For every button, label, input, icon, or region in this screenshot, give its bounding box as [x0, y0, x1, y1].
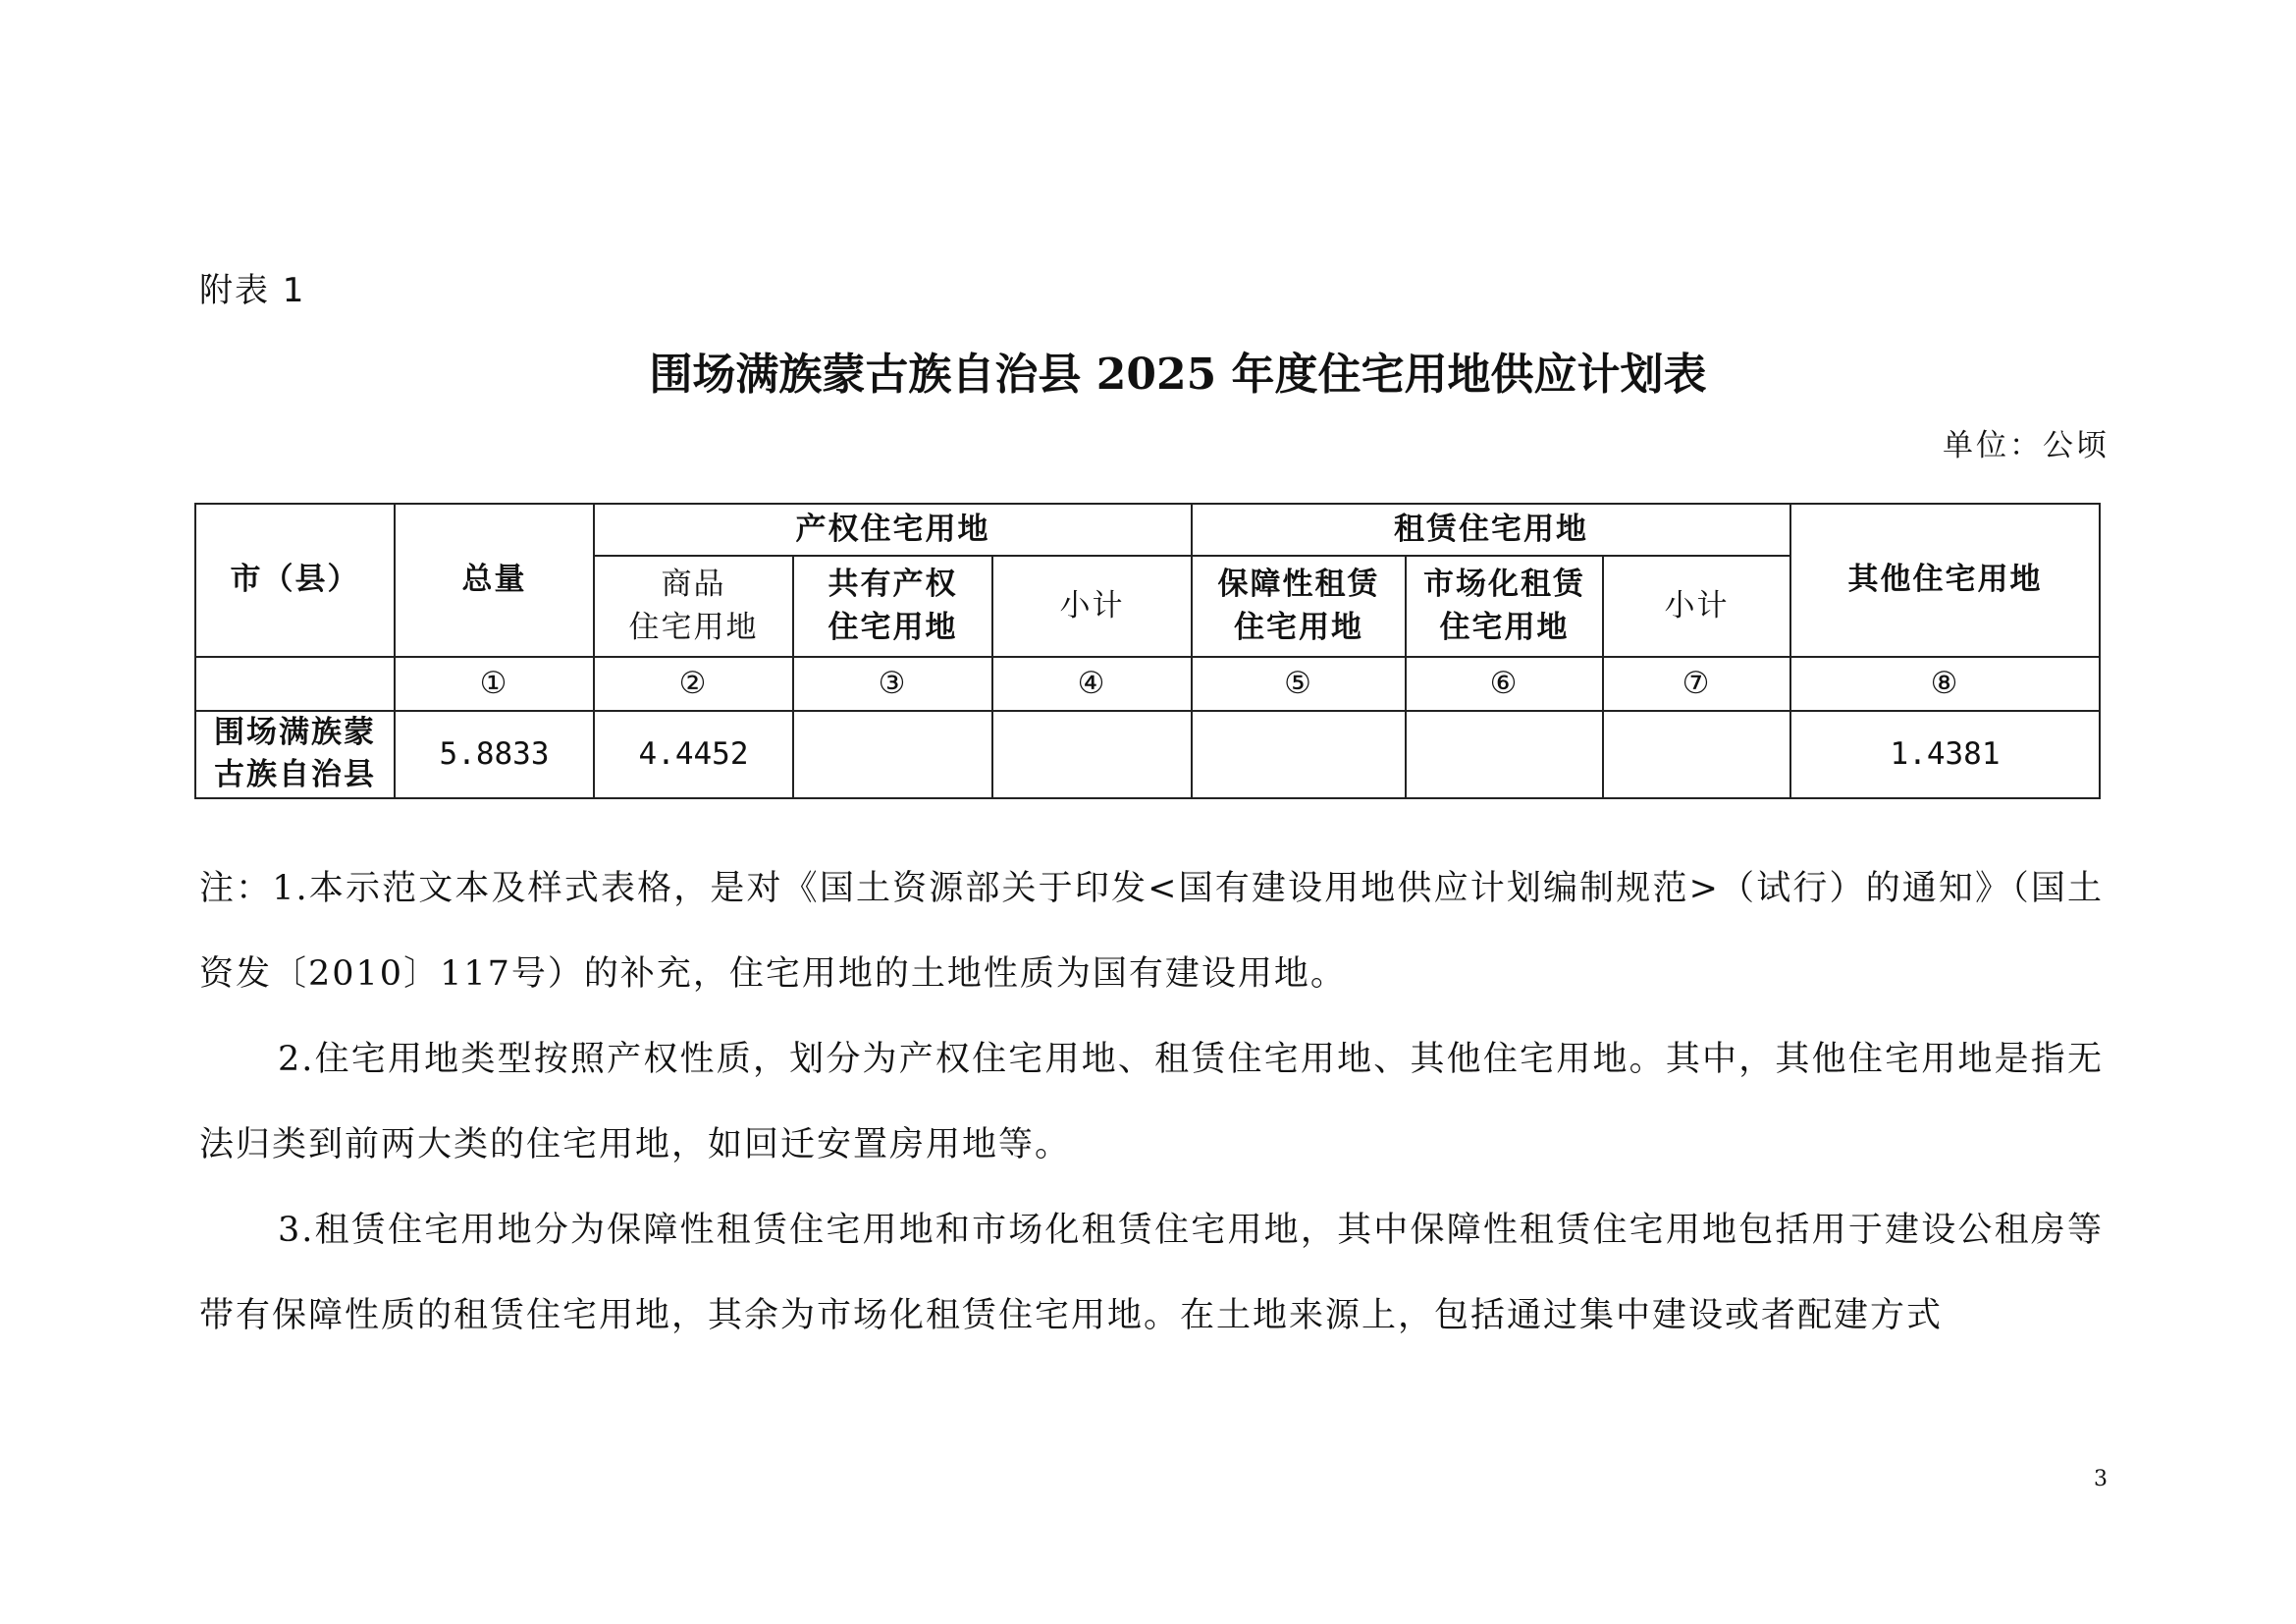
header-line: 市场化租赁: [1423, 567, 1585, 603]
header-line: 商品: [661, 567, 726, 603]
index-cell: ④: [992, 657, 1192, 711]
index-cell: ②: [594, 657, 793, 711]
supply-plan-table: [194, 503, 2101, 799]
index-cell: ⑦: [1603, 657, 1790, 711]
index-cell: ③: [793, 657, 992, 711]
header-property-group: 产权住宅用地: [594, 504, 1192, 556]
index-cell: ①: [395, 657, 594, 711]
cell-rental-guaranteed: [1192, 711, 1406, 798]
county-name-line: 古族自治县: [214, 757, 376, 793]
cell-property-subtotal: [992, 711, 1192, 798]
header-line: 住宅用地: [1234, 609, 1363, 645]
note-paragraph: 注：1.本示范文本及样式表格，是对《国土资源部关于印发<国有建设用地供应计划编制规范>（试行）的通知》（国土资发〔2010〕117号）的补充，住宅用地的土地性质为国有建设用地。: [199, 869, 2104, 994]
unit-label: 单位：公顷: [1943, 428, 2109, 463]
note-paragraph: 2.住宅用地类型按照产权性质，划分为产权住宅用地、租赁住宅用地、其他住宅用地。其中，其他住宅用地是指无法归类到前两大类的住宅用地，如回迁安置房用地等。: [199, 1040, 2104, 1164]
row-county-name: [195, 711, 395, 798]
header-rental-subtotal: 小计: [1603, 556, 1790, 657]
index-cell: ⑤: [1192, 657, 1406, 711]
header-row-1: [195, 504, 2100, 556]
header-rental-guaranteed: [1192, 556, 1406, 657]
index-row: [195, 657, 2100, 711]
cell-rental-market: [1406, 711, 1603, 798]
header-rental-market: [1406, 556, 1603, 657]
document-title: 围场满族蒙古族自治县 2025 年度住宅用地供应计划表: [649, 350, 1707, 400]
notes-section: [199, 846, 2104, 1359]
cell-property-commercial: 4.4452: [594, 711, 793, 798]
header-property-subtotal: 小计: [992, 556, 1192, 657]
index-cell-empty: [195, 657, 395, 711]
header-other: 其他住宅用地: [1790, 504, 2100, 657]
index-cell: ⑥: [1406, 657, 1603, 711]
data-row: [195, 711, 2100, 798]
annex-label: 附表 1: [199, 271, 306, 310]
county-name-line: 围场满族蒙: [214, 715, 376, 750]
header-property-shared: [793, 556, 992, 657]
header-line: 保障性租赁: [1217, 567, 1380, 603]
header-line: 住宅用地: [628, 609, 759, 645]
header-line: 住宅用地: [828, 609, 958, 645]
cell-rental-subtotal: [1603, 711, 1790, 798]
header-rental-group: 租赁住宅用地: [1192, 504, 1790, 556]
cell-total: 5.8833: [395, 711, 594, 798]
note-paragraph: 3.租赁住宅用地分为保障性租赁住宅用地和市场化租赁住宅用地，其中保障性租赁住宅用地包括用于建设公租房等带有保障性质的租赁住宅用地，其余为市场化租赁住宅用地。在土地来源上，包括通过集中建设或者配建方式: [199, 1211, 2104, 1335]
index-cell: ⑧: [1790, 657, 2100, 711]
header-line: 住宅用地: [1439, 609, 1570, 645]
header-city: 市（县）: [195, 504, 395, 657]
cell-other: 1.4381: [1790, 711, 2100, 798]
header-line: 共有产权: [828, 567, 958, 603]
header-property-commercial: [594, 556, 793, 657]
header-total: 总量: [395, 504, 594, 657]
page-number: 3: [2094, 1467, 2108, 1491]
cell-property-shared: [793, 711, 992, 798]
